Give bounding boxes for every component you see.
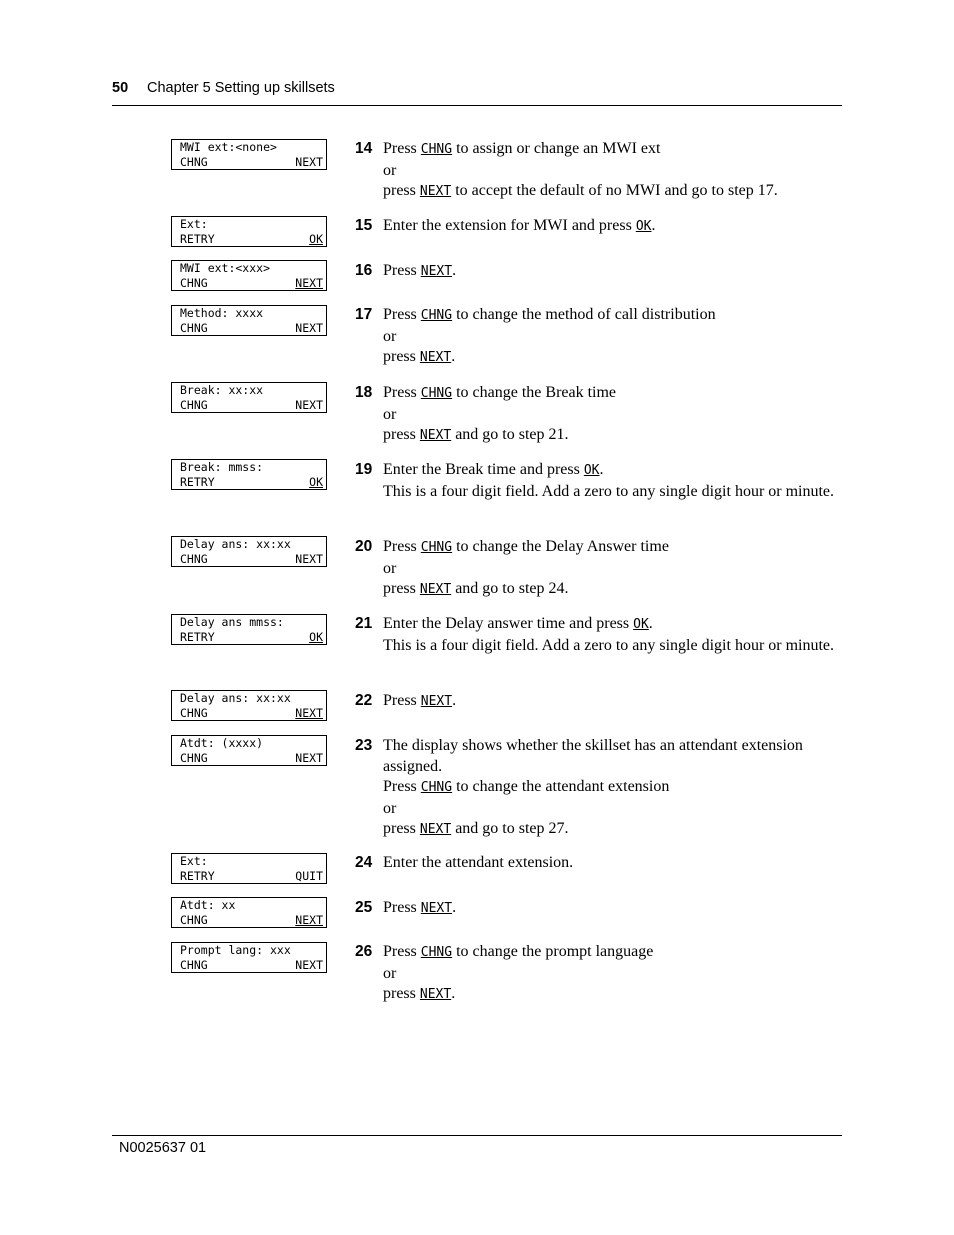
step-text: to change the Delay Answer time [452,538,669,555]
step-or: or [383,161,397,179]
step-text: Press [383,943,421,960]
step-text: Press [383,899,421,916]
step-number: 25 [355,899,373,916]
step-text: press [383,182,420,199]
key-next: NEXT [420,901,453,916]
step-text: to change the prompt language [452,943,654,960]
key-chng: CHNG [420,945,453,960]
step-text: Press [383,778,421,795]
step-or: or [383,799,397,817]
display-left-key: CHNG [180,276,208,290]
step-text: Press [383,692,421,709]
step-number: 16 [355,262,373,279]
step-body [383,537,843,601]
step-number: 21 [355,615,373,632]
key-next: NEXT [420,264,453,279]
step-or: or [383,964,397,982]
step-text: to change the method of call distribution [452,306,716,323]
step-note: This is a four digit field. Add a zero to any single digit hour or minute. [383,636,835,654]
step-text: press [383,426,420,443]
display-left-key: CHNG [180,398,208,412]
key-ok: OK [633,617,649,632]
key-ok: OK [635,219,652,234]
display-break-mmss [171,459,327,490]
display-delay-ans-mmss [171,614,327,645]
step-number: 19 [355,461,373,478]
key-next: NEXT [419,184,452,199]
key-chng: CHNG [420,308,453,323]
display-left-key: RETRY [180,232,215,246]
display-line1: Delay ans mmss: [180,615,284,629]
key-next: NEXT [419,350,452,365]
step-body [383,736,843,841]
step-number: 15 [355,217,373,234]
step-text: . [452,692,457,709]
step-number: 20 [355,538,373,555]
step-number: 17 [355,306,373,323]
step-text: Press [383,140,421,157]
key-chng: CHNG [420,386,453,401]
step-text: Press [383,262,421,279]
display-right-key: NEXT [295,398,323,412]
step-number: 23 [355,737,373,754]
step-body [383,216,843,238]
step-text: to change the attendant extension [452,778,670,795]
step-text: press [383,348,420,365]
display-delay-ans-set [171,690,327,721]
step-text: press [383,985,420,1002]
step-body [383,942,843,1006]
display-left-key: CHNG [180,706,208,720]
display-line1: Delay ans: xx:xx [180,537,291,551]
page-header [112,80,842,106]
step-body [383,460,843,502]
display-delay-ans [171,536,327,567]
key-next: NEXT [419,987,452,1002]
display-right-key: QUIT [295,869,323,883]
step-body [383,898,843,920]
display-method [171,305,327,336]
step-number: 14 [355,140,373,157]
display-prompt-lang [171,942,327,973]
display-right-key: OK [309,630,323,644]
step-text: Enter the attendant extension. [383,854,574,871]
step-text: . [452,262,457,279]
step-text: press [383,820,420,837]
display-right-key: NEXT [295,155,323,169]
step-text: and go to step 21. [451,426,569,443]
display-left-key: RETRY [180,869,215,883]
key-next: NEXT [419,582,452,597]
key-ok: OK [583,463,600,478]
display-mwi-ext-xxx [171,260,327,291]
step-text: and go to step 27. [451,820,569,837]
display-line1: Break: xx:xx [180,383,264,397]
step-number: 18 [355,384,373,401]
step-text: and go to step 24. [451,580,569,597]
display-atdt-xx [171,897,327,928]
key-chng: CHNG [420,540,453,555]
step-body [383,305,843,369]
step-text: . [648,615,653,632]
display-left-key: CHNG [180,155,208,169]
step-number: 26 [355,943,373,960]
step-text: Press [383,306,421,323]
display-break [171,382,327,413]
page-number: 50 [112,80,129,96]
step-number: 22 [355,692,373,709]
key-chng: CHNG [420,142,453,157]
step-text: . [599,461,604,478]
step-text: Enter the Delay answer time and press [383,615,634,632]
display-line1: Break: mmss: [180,460,264,474]
key-next: NEXT [419,822,452,837]
step-text: Enter the Break time and press [383,461,584,478]
step-text: . [651,217,656,234]
display-right-key: NEXT [295,913,323,927]
display-line1: Prompt lang: xxx [180,943,291,957]
display-right-key: NEXT [295,706,323,720]
step-text: press [383,580,420,597]
step-text: to change the Break time [452,384,617,401]
display-line1: Ext: [180,854,208,868]
step-text: Press [383,384,421,401]
display-right-key: OK [309,232,323,246]
display-left-key: CHNG [180,321,208,335]
display-ext [171,216,327,247]
step-note: This is a four digit field. Add a zero to any single digit hour or minute. [383,482,835,500]
display-line1: MWI ext:<none> [180,140,277,154]
step-body [383,261,843,283]
display-line1: MWI ext:<xxx> [180,261,271,275]
page-footer [112,1135,842,1156]
key-next: NEXT [419,428,452,443]
display-line1: Ext: [180,217,208,231]
display-right-key: NEXT [295,751,323,765]
step-text: to accept the default of no MWI and go to step 17. [451,182,778,199]
step-body [383,139,843,203]
step-or: or [383,327,397,345]
step-intro: The display shows whether the skillset has an attendant extension assigned. [383,737,803,775]
step-body [383,853,843,874]
step-text: Enter the extension for MWI and press [383,217,636,234]
display-right-key: NEXT [295,276,323,290]
step-body [383,383,843,447]
display-ext-quit [171,853,327,884]
step-text: . [451,348,456,365]
key-next: NEXT [420,694,453,709]
step-text: . [451,985,456,1002]
display-right-key: NEXT [295,552,323,566]
chapter-title: Chapter 5 Setting up skillsets [147,80,335,96]
display-right-key: NEXT [295,958,323,972]
step-text: . [452,899,457,916]
step-text: to assign or change an MWI ext [452,140,661,157]
step-body [383,691,843,713]
display-left-key: RETRY [180,630,215,644]
display-line1: Delay ans: xx:xx [180,691,291,705]
step-number: 24 [355,854,373,871]
display-line1: Atdt: (xxxx) [180,736,264,750]
key-chng: CHNG [420,780,453,795]
display-left-key: CHNG [180,751,208,765]
display-left-key: CHNG [180,552,208,566]
display-line1: Atdt: xx [180,898,236,912]
display-line1: Method: xxxx [180,306,264,320]
display-right-key: OK [309,475,323,489]
document-number: N0025637 01 [119,1140,207,1156]
step-or: or [383,405,397,423]
step-body [383,614,843,656]
display-left-key: RETRY [180,475,215,489]
display-right-key: NEXT [295,321,323,335]
display-atdt [171,735,327,766]
step-text: Press [383,538,421,555]
display-mwi-ext-none [171,139,327,170]
display-left-key: CHNG [180,913,208,927]
step-or: or [383,559,397,577]
display-left-key: CHNG [180,958,208,972]
